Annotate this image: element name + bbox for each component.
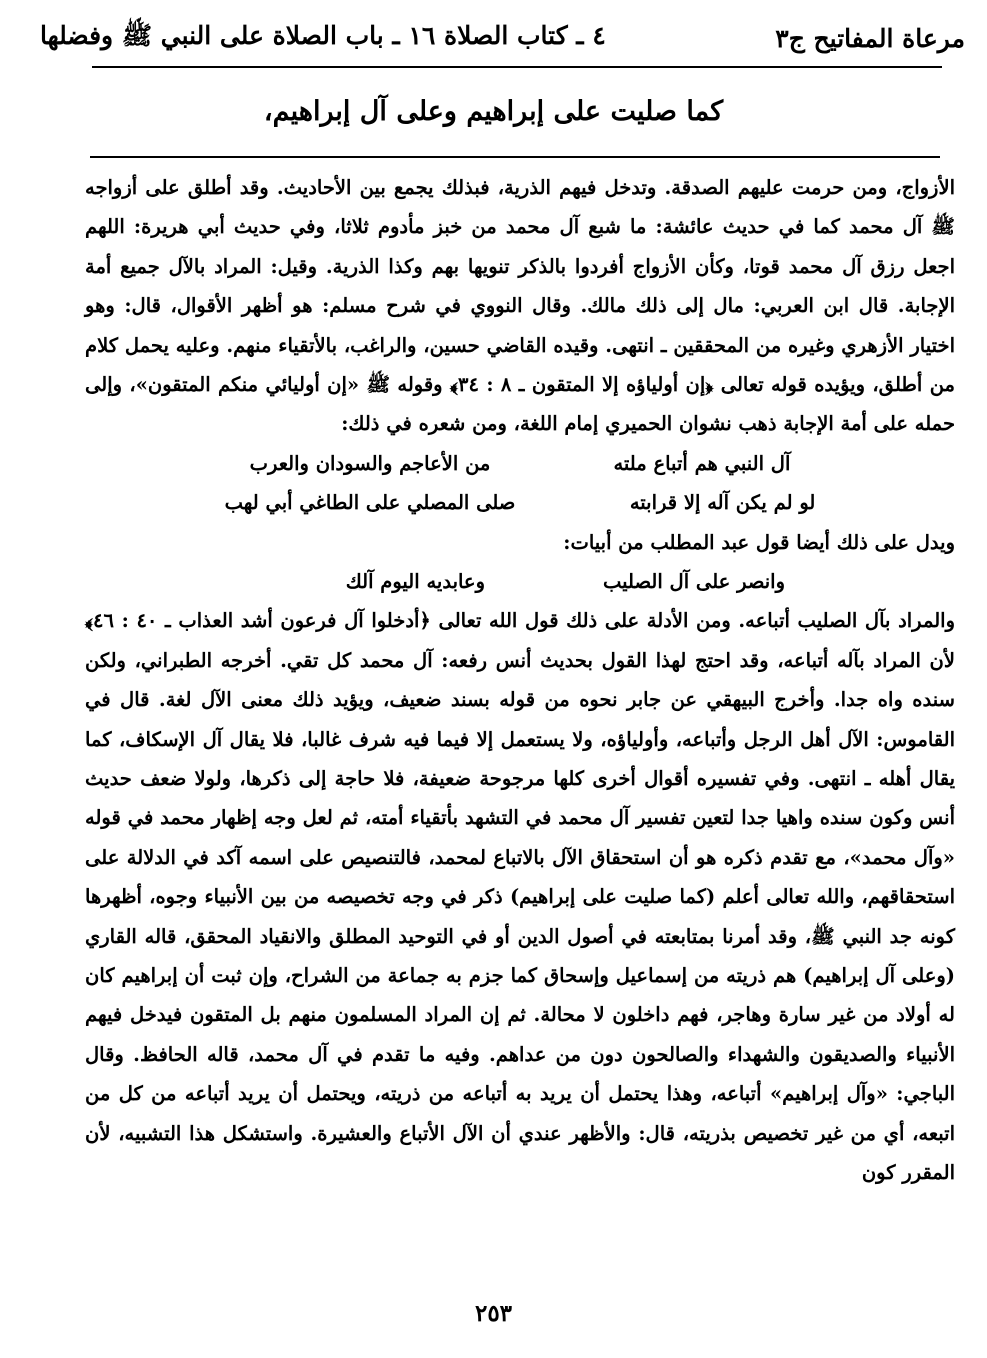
header-rule xyxy=(92,66,942,68)
verse-hemistich: وانصر على آل الصليب xyxy=(603,570,785,594)
verse-hemistich: من الأعاجم والسودان والعرب xyxy=(249,451,491,475)
paragraph-2: ويدل على ذلك أيضا قول عبد المطلب من أبيات: xyxy=(563,530,955,554)
paragraph-3: والمراد بآل الصليب أتباعه. ومن الأدلة على ذلك قول الله تعالى ﴿أدخلوا آل فرعون أشد العذاب ـ ٤٠ : ٤٦﴾ لأن المراد بآله أتباعه، وقد احتج لهذا القول بحديث أنس رفعه: آل محمد كل تقي. أخرجه الطبراني، ولكن سنده واه جدا. وأخرج البيهقي عن جابر نحوه من قوله بسند ضعيف، ويؤيد ذلك معنى الآل لغة. قال في القاموس: الآل أهل الرجل وأتباعه، وأولياؤه، ولا يستعمل إلا فيما فيه شرف غالبا، فلا يقال آل الإسكاف، كما يقال أهله ـ انتهى. وفي تفسيره أقوال أخرى كلها مرجوحة ضعيفة، فلا حاجة إلى ذكرها، ولولا ضعف حديث أنس وكون سنده واهيا جدا لتعين تفسير آل محمد في التشهد بأتقياء أمته، ثم لعل وجه إظهار محمد في قوله «وآل محمد»، مع تقدم ذكره هو أن استحقاق الآل بالاتباع لمحمد، فالتنصيص على اسمه آكد في الدلالة على استحقاقهم، والله تعالى أعلم (كما صليت على إبراهيم) ذكر في وجه تخصيصه من بين الأنبياء وجوه، أظهرها كونه جد النبي ﷺ، وقد أمرنا بمتابعته في أصول الدين أو في التوحيد المطلق والانقياد المحقق، قاله القاري (وعلى آل إبراهيم) هم ذريته من إسماعيل وإسحاق كما جزم به جماعة من الشراح، وإن ثبت أن إبراهيم كان له أولاد من غير سارة وهاجر، فهم داخلون لا محالة. ثم إن المراد المسلمون منهم بل المتقون فيدخل فيهم الأنبياء والصديقون والشهداء والصالحون دون من عداهم. وفيه ما تقدم في آل محمد، قاله الحافظ. وقال الباجي: «وآل إبراهيم» أتباعه، وهذا يحتمل أن يريد به أتباعه من ذريته، ويحتمل أن يريد أتباعه من كل من اتبعه، أي من غير تخصيص بذريته، قال: والأظهر عندي أن الآل الأتباع والعشيرة. واستشكل هذا التشبيه، لأن المقرر كون xyxy=(85,609,955,1185)
commentary-body xyxy=(85,168,955,1193)
matn-rule xyxy=(90,156,940,158)
verse-hemistich: صلى المصلي على الطاغي أبي لهب xyxy=(224,491,516,515)
running-header xyxy=(40,18,965,58)
page-number: ٢٥٣ xyxy=(474,1300,513,1327)
header-book-title: مرعاة المفاتيح ج٣ xyxy=(775,23,965,53)
header-chapter-title: ٤ ـ كتاب الصلاة ١٦ ـ باب الصلاة على النبي ﷺ وفضلها xyxy=(40,20,606,50)
verse-line-1 xyxy=(85,444,955,483)
verse-line-2 xyxy=(85,483,955,522)
verse-hemistich: آل النبي هم أتباع ملته xyxy=(613,451,791,475)
hadith-matn: كما صليت على إبراهيم وعلى آل إبراهيم، xyxy=(263,96,724,127)
verse-hemistich: وعابديه اليوم آلك xyxy=(345,570,485,594)
verse-line-3 xyxy=(85,562,955,601)
paragraph-1: الأزواج، ومن حرمت عليهم الصدقة. وتدخل فيهم الذرية، فبذلك يجمع بين الأحاديث. وقد أطلق على أزواجه ﷺ آل محمد كما في حديث عائشة: ما شبع آل محمد من خبز مأدوم ثلاثا، وفي حديث أبي هريرة: اللهم اجعل رزق آل محمد قوتا، وكأن الأزواج أفردوا بالذكر تنويها بهم وكذا الذرية. وقيل: المراد بالآل جميع أمة الإجابة. قال ابن العربي: مال إلى ذلك مالك. وقال النووي في شرح مسلم: هو أظهر الأقوال، قال: وهو اختيار الأزهري وغيره من المحققين ـ انتهى. وقيده القاضي حسين، والراغب، بالأتقياء منهم. وعليه يحمل كلام من أطلق، ويؤيده قوله تعالى ﴿إن أولياؤه إلا المتقون ـ ٨ : ٣٤﴾ وقوله ﷺ «إن أوليائي منكم المتقون»، وإلى حمله على أمة الإجابة ذهب نشوان الحميري إمام اللغة، ومن شعره في ذلك: xyxy=(85,176,956,436)
verse-hemistich: لو لم يكن آله إلا قرابته xyxy=(629,491,816,515)
